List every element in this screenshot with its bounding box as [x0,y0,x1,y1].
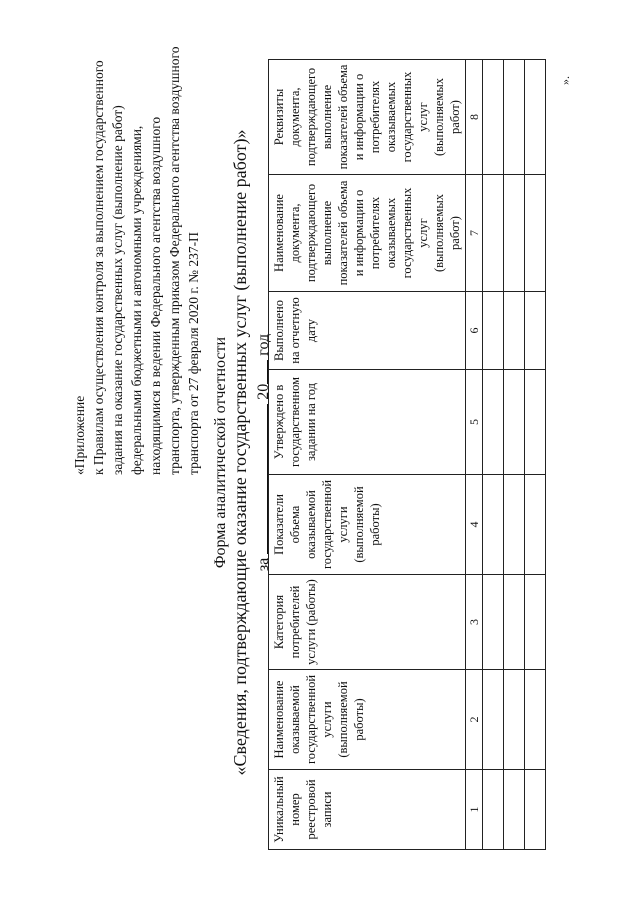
header-row [269,60,466,850]
table-cell [525,575,546,670]
period-prefix: за [255,557,272,572]
header-cell: Категория потребителей услуги (работы) [269,575,466,670]
table-cell [504,60,525,175]
table-cell [525,370,546,475]
header-cell: Утверждено в государственном задании на год [269,370,466,475]
report-table [268,59,546,850]
appendix-line: «Приложение [72,395,87,475]
header-cell: Выполнено на отчетную дату [269,292,466,370]
header-cell: Реквизиты документа, подтверждающего выполнение показателей объема и информации о потребителях оказываемых государственных услуг (выполняемых работ) [269,60,466,175]
appendix-line: находящимися в ведении Федерального агентства воздушного [148,116,163,475]
table-cell [483,475,504,575]
column-number: 1 [466,770,483,850]
header-cell: Уникальный номер реестровой записи [269,770,466,850]
appendix-line: федеральными бюджетными и автономными учреждениями, [129,125,144,475]
table-cell [525,670,546,770]
appendix-block [70,46,203,475]
table-cell [504,770,525,850]
number-row [466,60,483,850]
column-number: 5 [466,370,483,475]
table-row [483,60,504,850]
closing-quote-mark: ». [558,76,572,85]
table-cell [525,475,546,575]
table-row [504,60,525,850]
table-cell [525,175,546,292]
column-number: 7 [466,175,483,292]
period-suffix: год [255,333,272,356]
column-number: 4 [466,475,483,575]
table-cell [525,770,546,850]
table-cell [525,60,546,175]
column-number: 6 [466,292,483,370]
table-cell [483,770,504,850]
header-cell: Наименование оказываемой государственной услуги (выполняемой работы) [269,670,466,770]
appendix-line: транспорта от 27 февраля 2020 г. № 237-П [186,232,201,475]
period-year-blank [253,360,268,384]
table-cell [483,670,504,770]
header-cell: Показатели объема оказываемой государственной услуги (выполняемой работы) [269,475,466,575]
table-cell [483,175,504,292]
table-cell [483,575,504,670]
appendix-line: транспорта, утвержденным приказом Федерального агентства воздушного [167,46,182,475]
table-cell [504,175,525,292]
table-cell [504,670,525,770]
table-cell [483,370,504,475]
table-cell [483,292,504,370]
column-number: 2 [466,670,483,770]
column-number: 3 [466,575,483,670]
appendix-line: задания на оказание государственных услуг (выполнение работ) [110,105,125,475]
table-cell [504,292,525,370]
table-row [525,60,546,850]
table-cell [504,575,525,670]
header-cell: Наименование документа, подтверждающего выполнение показателей объема и информации о потребителях оказываемых государственных услуг (выполняемых работ) [269,175,466,292]
table-cell [504,475,525,575]
form-title: Форма аналитической отчетности [212,336,229,569]
period-blank [253,404,268,554]
column-number: 8 [466,60,483,175]
table-cell [525,292,546,370]
period-year-prefix: 20 [255,383,272,400]
table-cell [504,370,525,475]
form-subtitle: «Сведения, подтверждающие оказание государственных услуг (выполнение работ)» [230,129,250,776]
appendix-line: к Правилам осуществления контроля за выполнением государственного [91,60,106,475]
table-cell [483,60,504,175]
